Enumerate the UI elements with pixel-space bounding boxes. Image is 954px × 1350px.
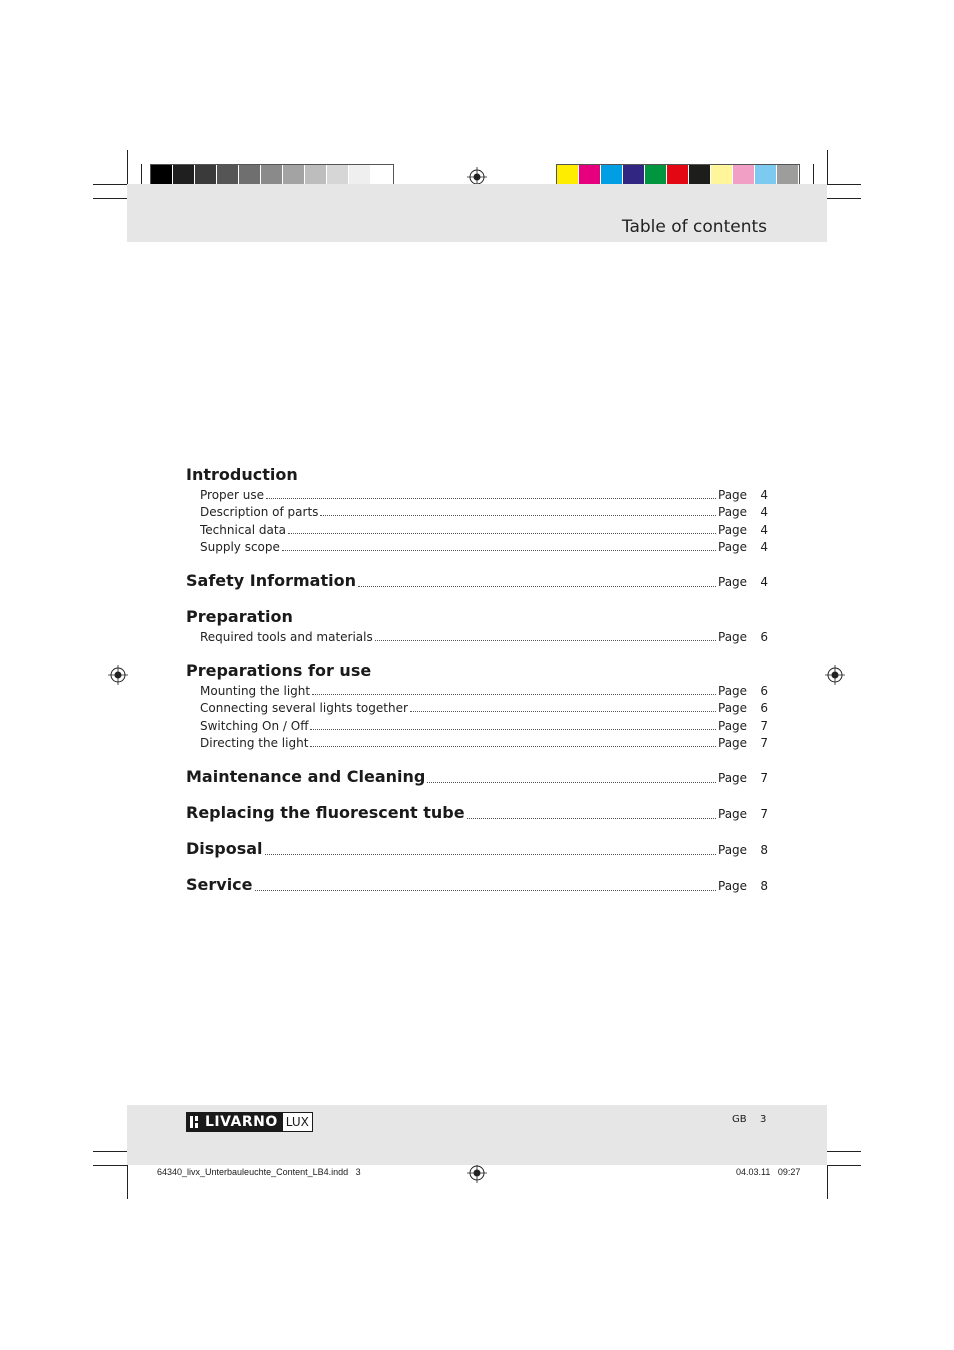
crop-mark: [813, 164, 814, 186]
color-swatch: [283, 165, 305, 185]
toc-entry[interactable]: [186, 715, 768, 733]
color-swatch: [755, 165, 777, 185]
dot-leader: [288, 532, 716, 534]
page-label: Page: [718, 736, 748, 751]
crop-mark: [93, 1151, 127, 1152]
page-ref: 7: [760, 807, 768, 822]
color-swatch: [733, 165, 755, 185]
page-ref: 4: [760, 522, 768, 537]
toc-entry[interactable]: [186, 698, 768, 716]
page-ref: 4: [760, 575, 768, 590]
toc-entry-label: Supply scope: [200, 540, 280, 555]
toc-entry[interactable]: [186, 733, 768, 751]
toc-section-title: Preparation: [186, 607, 293, 627]
page-ref: 4: [760, 487, 768, 502]
crop-mark: [93, 198, 127, 199]
color-swatch: [667, 165, 689, 185]
dot-leader: [312, 693, 716, 695]
toc-section: [186, 764, 768, 786]
toc-entry-label: Description of parts: [200, 505, 319, 520]
header-band: [127, 184, 827, 242]
color-swatch: [305, 165, 327, 185]
page-label: Page: [718, 701, 748, 716]
brand-name: LIVARNO: [205, 1114, 278, 1130]
table-of-contents: [186, 462, 768, 908]
page-label: Page: [718, 683, 748, 698]
crop-mark: [827, 198, 861, 199]
page-number: 3: [760, 1114, 767, 1125]
slug-date: 04.03.11 09:27: [736, 1167, 801, 1177]
registration-mark-icon: [108, 665, 128, 685]
dot-leader: [255, 889, 716, 891]
color-swatch: [327, 165, 349, 185]
dot-leader: [320, 514, 716, 516]
page-label: Page: [718, 487, 748, 502]
color-swatch: [777, 165, 799, 185]
toc-entry-label: Mounting the light: [200, 683, 311, 698]
toc-entry-label: Connecting several lights together: [200, 701, 408, 716]
language-code: GB: [732, 1114, 747, 1125]
toc-entry-label: Proper use: [200, 487, 265, 502]
dot-leader: [467, 817, 716, 819]
crop-mark: [827, 1165, 861, 1166]
page-label: Page: [718, 771, 748, 786]
toc-section-heading[interactable]: [186, 604, 768, 626]
page-ref: 7: [760, 718, 768, 733]
color-swatch: [579, 165, 601, 185]
toc-section-heading[interactable]: [186, 800, 768, 822]
crop-mark: [827, 150, 828, 184]
color-swatch: [645, 165, 667, 185]
crop-mark: [127, 150, 128, 184]
dot-leader: [427, 781, 716, 783]
toc-section-title: Safety Information: [186, 571, 356, 591]
dot-leader: [310, 745, 716, 747]
dot-leader: [375, 639, 716, 641]
page-label: Page: [718, 505, 748, 520]
toc-section: [186, 604, 768, 644]
crop-mark: [827, 184, 861, 185]
dot-leader: [410, 710, 716, 712]
color-swatch: [173, 165, 195, 185]
toc-section: [186, 800, 768, 822]
toc-section-heading[interactable]: [186, 658, 768, 680]
page-ref: 4: [760, 540, 768, 555]
toc-entry-label: Required tools and materials: [200, 629, 373, 644]
slug-filename: 64340_livx_Unterbauleuchte_Content_LB4.indd 3: [157, 1167, 361, 1177]
color-swatch: [349, 165, 371, 185]
color-swatch: [557, 165, 579, 185]
toc-section-title: Replacing the fluorescent tube: [186, 803, 465, 823]
page-ref: 6: [760, 629, 768, 644]
crop-mark: [141, 164, 142, 186]
crop-mark: [93, 184, 127, 185]
color-swatch: [371, 165, 393, 185]
page-ref: 6: [760, 683, 768, 698]
toc-entry[interactable]: [186, 537, 768, 555]
dot-leader: [282, 549, 716, 551]
toc-entry-label: Switching On / Off: [200, 718, 309, 733]
toc-section-heading[interactable]: [186, 872, 768, 894]
toc-section: [186, 658, 768, 750]
crop-mark: [827, 1165, 828, 1199]
registration-mark-icon: [825, 665, 845, 685]
color-swatch: [601, 165, 623, 185]
crop-mark: [93, 1165, 127, 1166]
toc-section-title: Preparations for use: [186, 660, 372, 680]
dot-leader: [266, 497, 716, 499]
color-swatch: [261, 165, 283, 185]
page-label: Page: [718, 540, 748, 555]
toc-entry[interactable]: [186, 484, 768, 502]
grayscale-color-bar: [150, 164, 394, 186]
toc-section: [186, 462, 768, 554]
toc-section: [186, 836, 768, 858]
toc-section-title: Introduction: [186, 465, 298, 484]
page-label: Page: [718, 843, 748, 858]
page-label: Page: [718, 807, 748, 822]
crop-mark: [827, 1151, 861, 1152]
toc-entry[interactable]: [186, 626, 768, 644]
color-swatch: [711, 165, 733, 185]
page-ref: 8: [760, 879, 768, 894]
color-swatch: [689, 165, 711, 185]
toc-section-heading[interactable]: [186, 568, 768, 590]
process-color-bar: [556, 164, 800, 186]
color-swatch: [217, 165, 239, 185]
dot-leader: [358, 585, 716, 587]
brand-suffix: LUX: [285, 1115, 309, 1129]
toc-section-title: Disposal: [186, 839, 263, 859]
page-label: Page: [718, 522, 748, 537]
page-label: Page: [718, 718, 748, 733]
dot-leader: [310, 728, 716, 730]
color-swatch: [239, 165, 261, 185]
toc-section: [186, 568, 768, 590]
color-swatch: [195, 165, 217, 185]
toc-section-title: Maintenance and Cleaning: [186, 767, 426, 787]
livarno-logo-icon: [186, 1112, 313, 1132]
page-ref: 4: [760, 505, 768, 520]
page-label: Page: [718, 629, 748, 644]
toc-section-heading[interactable]: [186, 462, 768, 484]
footer-band: [127, 1105, 827, 1165]
crop-mark: [127, 1165, 128, 1199]
page-label: Page: [718, 879, 748, 894]
color-swatch: [151, 165, 173, 185]
toc-entry[interactable]: [186, 680, 768, 698]
page-ref: 7: [760, 736, 768, 751]
dot-leader: [265, 853, 716, 855]
toc-section-heading[interactable]: [186, 836, 768, 858]
page-title: Table of contents: [621, 217, 767, 237]
toc-entry-label: Directing the light: [200, 736, 309, 751]
toc-section: [186, 872, 768, 894]
color-swatch: [623, 165, 645, 185]
toc-entry[interactable]: [186, 519, 768, 537]
page-label: Page: [718, 575, 748, 590]
page-ref: 7: [760, 771, 768, 786]
page-ref: 8: [760, 843, 768, 858]
page-ref: 6: [760, 701, 768, 716]
toc-section-title: Service: [186, 875, 253, 895]
toc-section-heading[interactable]: [186, 764, 768, 786]
toc-entry-label: Technical data: [200, 522, 286, 537]
toc-entry[interactable]: [186, 502, 768, 520]
registration-mark-icon: [467, 1163, 487, 1183]
